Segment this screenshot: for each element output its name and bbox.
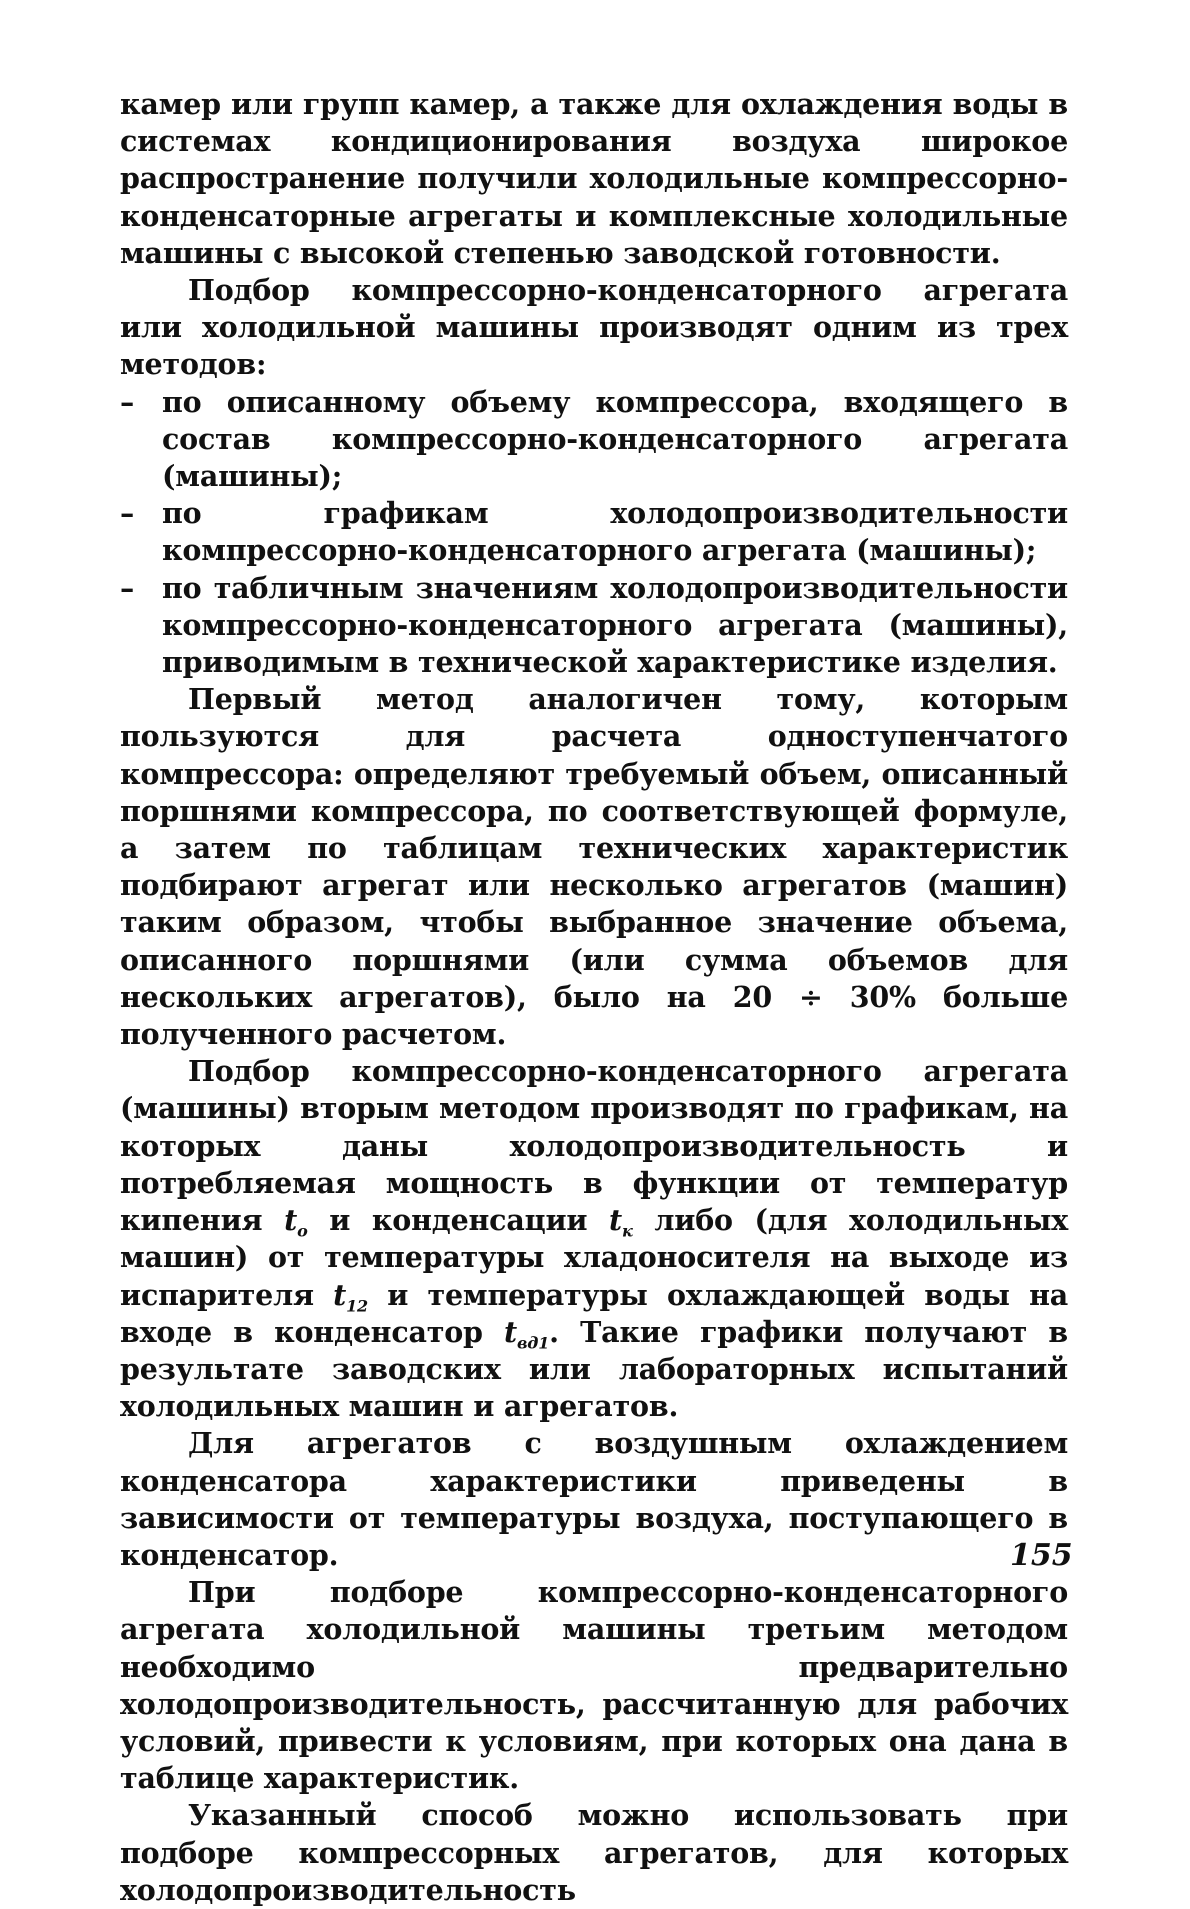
list-item xyxy=(120,495,1068,569)
page-body xyxy=(120,86,1068,1909)
variable-t0 xyxy=(284,1203,308,1241)
dash-marker: – xyxy=(120,570,135,605)
variable-symbol: t xyxy=(504,1314,517,1349)
paragraph-4-text: и температуры охлаждающей воды на входе в конденсатор xyxy=(120,1277,1068,1349)
variable-tk xyxy=(609,1203,633,1241)
list-item-text: по описанному объему компрессора, входящего в состав компрессорно-конденсаторного агрегата (машины); xyxy=(162,384,1068,494)
variable-subscript: к xyxy=(622,1221,633,1241)
variable-subscript: о xyxy=(297,1221,308,1241)
variable-subscript: вд1 xyxy=(517,1333,550,1353)
paragraph-6: При подборе компрессорно-конденсаторного агрегата холодильной машины третьим методом необходимо предварительно холодопроизводительность, рассчитанную для рабочих условий, привести к условиям, при которых она дана в таблице характеристик. xyxy=(120,1575,1068,1796)
list-item xyxy=(120,570,1068,682)
paragraph-4-text: Подбор компрессорно-конденсаторного агрегата (машины) вторым методом производят по графикам, на которых даны холодопроизводительность и потребляемая мощность в функции от температур кипения xyxy=(120,1054,1068,1238)
dash-marker: – xyxy=(120,384,135,419)
list-item-text: по графикам холодопроизводительности компрессорно-конденсаторного агрегата (машины); xyxy=(162,496,1068,568)
list-item-text: по табличным значениям холодопроизводительности компрессорно-конденсаторного агрегата (машины), приводимым в технической характеристике изделия. xyxy=(162,570,1068,680)
paragraph-1: камер или групп камер, а также для охлаждения воды в системах кондиционирования воздуха широкое распространение получили холодильные компрессорно-конденсаторные агрегаты и комплексные холодильные машины с высокой степенью заводской готовности. xyxy=(120,87,1068,270)
paragraph-3: Первый метод аналогичен тому, которым пользуются для расчета одноступенчатого компрессора: определяют требуемый объем, описанный поршнями компрессора, по соответствующей формуле, а затем по таблицам технических характеристик подбирают агрегат или несколько агрегатов (машин) таким образом, чтобы выбранное значение объема, описанного поршнями (или сумма объемов для нескольких агрегатов), было на 20 ÷ 30% больше полученного расчетом. xyxy=(120,682,1068,1052)
paragraph-4-text: . Такие графики получают в результате заводских или лабораторных испытаний холодильных машин и агрегатов. xyxy=(120,1314,1068,1424)
paragraph-5: Для агрегатов с воздушным охлаждением конденсатора характеристики приведены в зависимости от температуры воздуха, поступающего в конденсатор. xyxy=(120,1426,1068,1572)
methods-list xyxy=(120,384,1068,682)
page-number: 155 xyxy=(1010,1538,1073,1573)
paragraph-7: Указанный способ можно использовать при подборе компрессорных агрегатов, для которых холодопроизводительность xyxy=(120,1798,1068,1907)
variable-symbol: t xyxy=(284,1203,298,1238)
paragraph-4 xyxy=(120,1053,1068,1425)
list-item xyxy=(120,384,1068,496)
paragraph-4-text: и конденсации xyxy=(307,1203,610,1238)
dash-marker: – xyxy=(120,496,135,531)
variable-symbol: t xyxy=(609,1203,623,1238)
variable-tvd1 xyxy=(504,1314,550,1353)
paragraph-2: Подбор компрессорно-конденсаторного агрегата или холодильной машины производят одним из трех методов: xyxy=(120,273,1068,382)
variable-subscript: 12 xyxy=(346,1296,368,1316)
variable-symbol: t xyxy=(333,1277,347,1312)
paragraph-4-text: либо (для холодильных машин) от температуры хладоносителя на выходе из испарителя xyxy=(120,1203,1068,1312)
variable-t12 xyxy=(333,1277,368,1316)
